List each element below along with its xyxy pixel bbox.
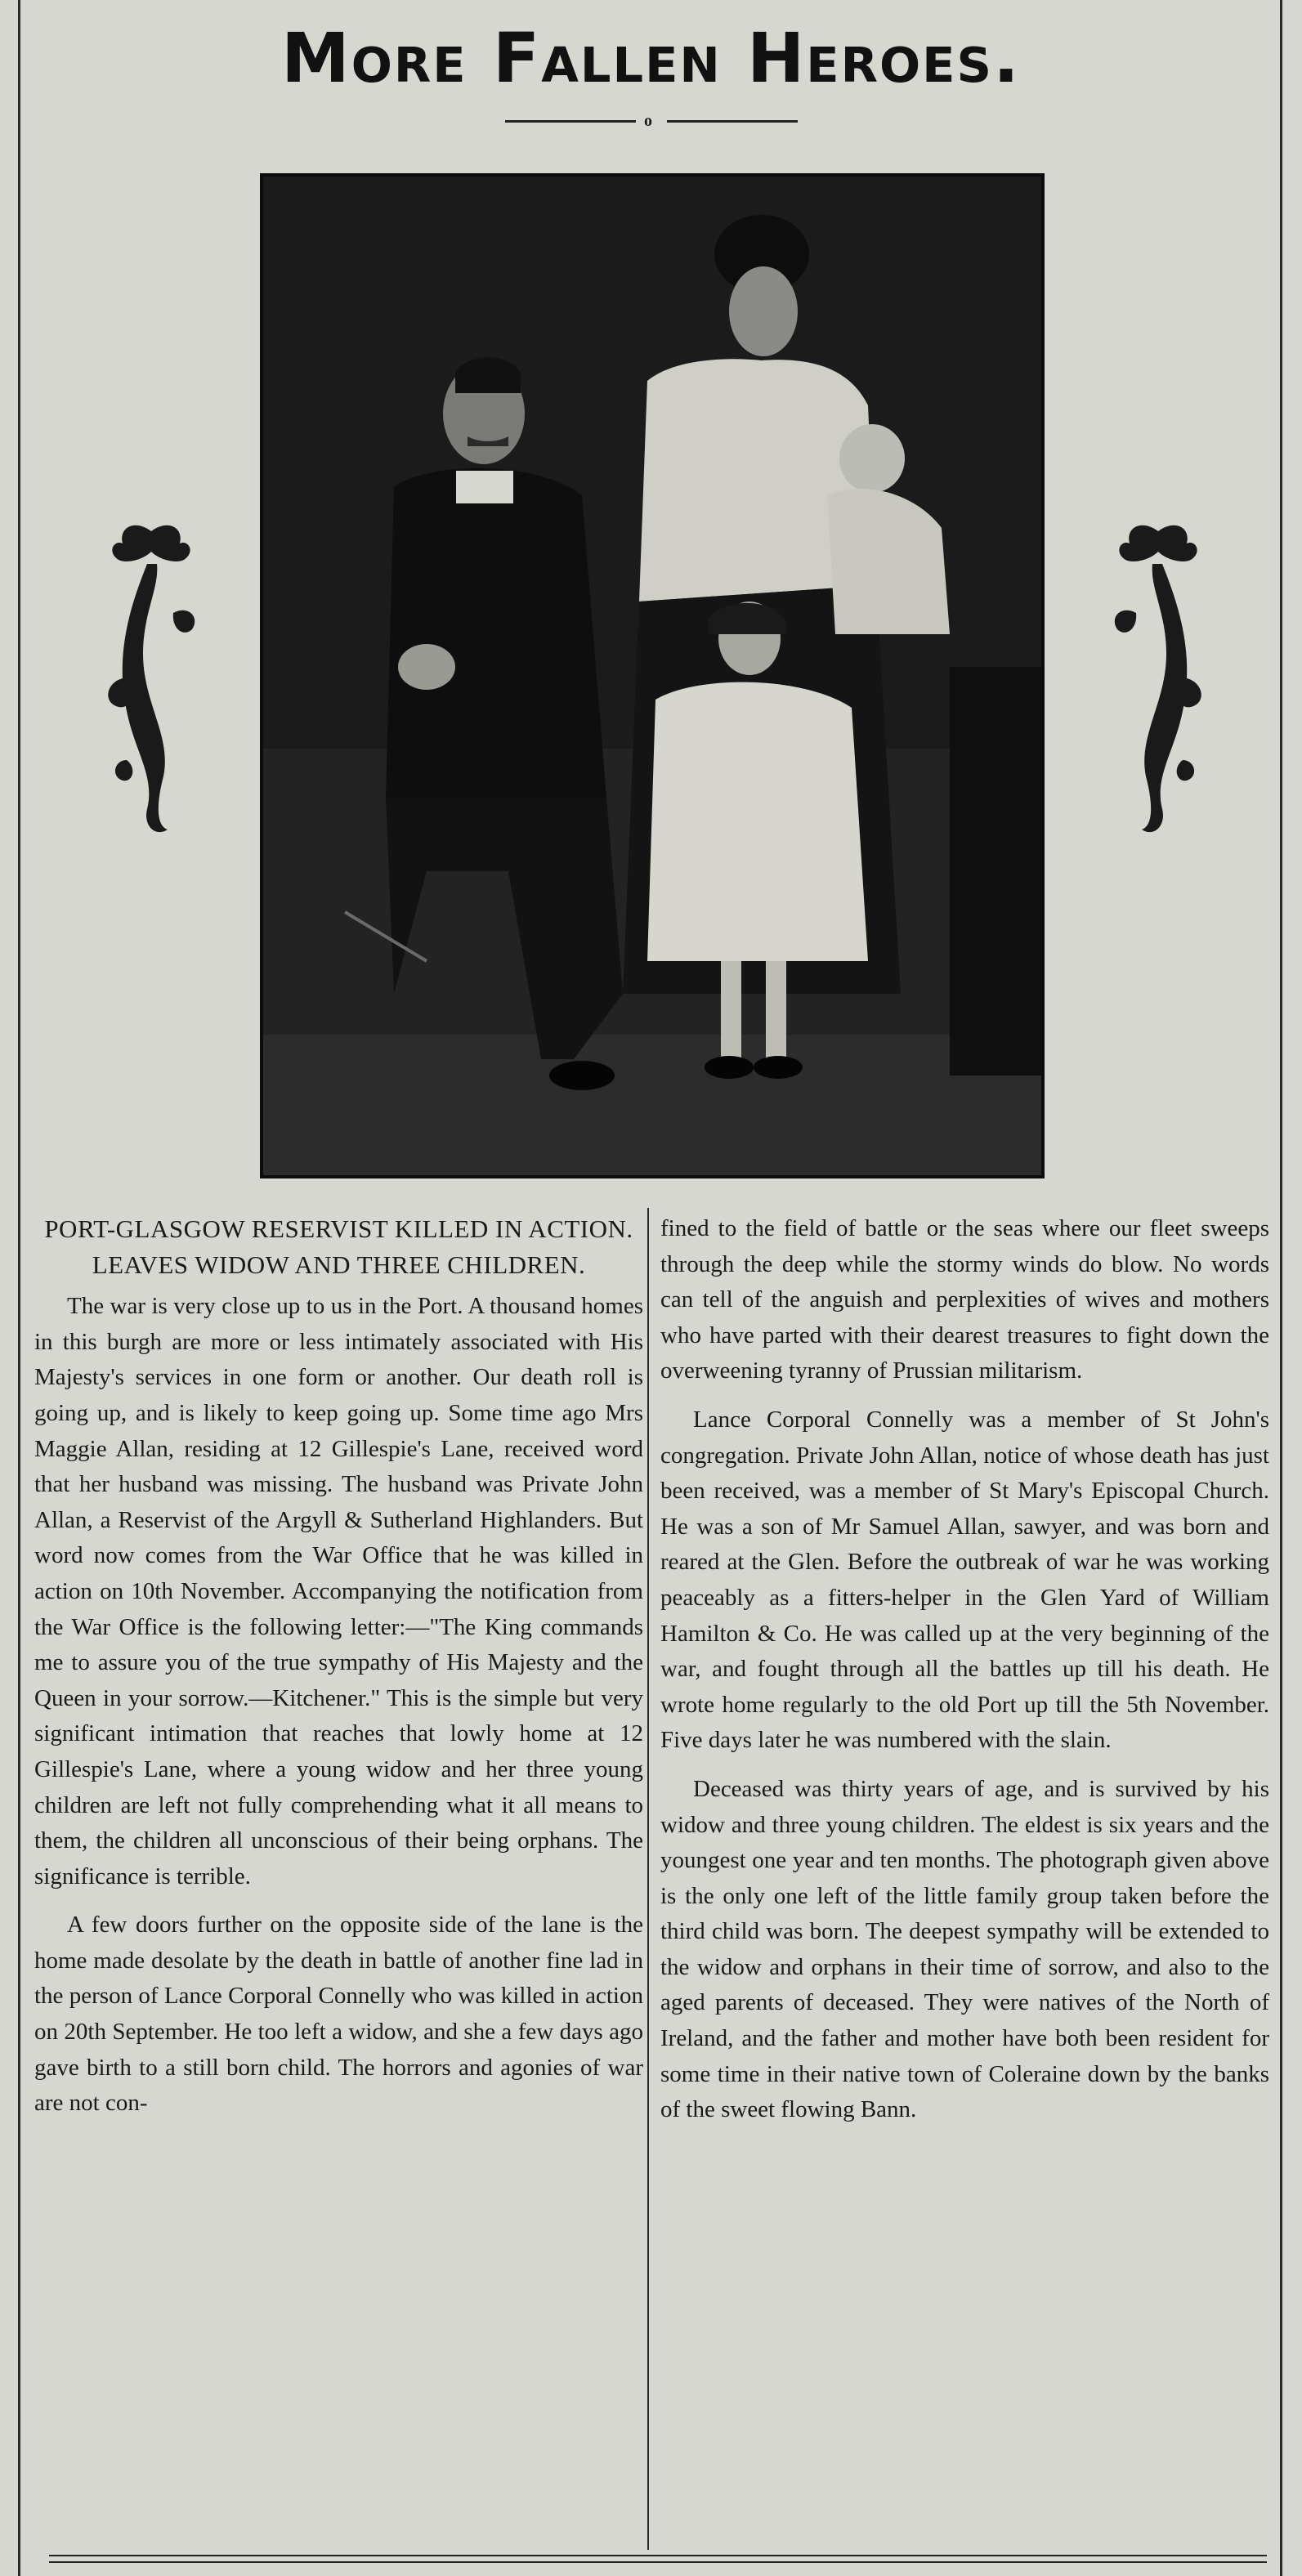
article-column-left <box>34 1211 643 2122</box>
article-paragraph: Lance Corporal Connelly was a member of St John's congregation. Private John Allan, notice of whose death has just been received, was a member of St Mary's Episcopal Church. He was a son of Mr Samuel Allan, sawyer, and was born and reared at the Glen. Before the outbreak of war he was working peaceably as a fitters-helper in the Glen Yard of William Hamilton & Co. He was called up at the very beginning of the war, and fought through all the battles up till his death. He wrote home regularly to the old Port up till the 5th November. Five days later he was numbered with the slain. <box>660 1406 1269 1754</box>
floral-flourish-left-icon <box>98 515 204 842</box>
article-paragraph: A few doors further on the opposite side of the lane is the home made desolate by the death in battle of another fine lad in the person of Lance Corporal Connelly who was killed in action on 20th September. He too left a widow, and she a few days ago gave birth to a still born child. The horrors and agonies of war are not con- <box>34 1912 643 2117</box>
headline-ornament <box>505 111 798 131</box>
ornament-rule-left <box>505 120 636 123</box>
article-paragraph: fined to the field of battle or the seas where our fleet sweeps through the deep while the stormy winds do blow. No words can tell of the anguish and perplexities of wives and mothers who have parted with their dearest treasures to fight down the overweening tyranny of Prussian militarism. <box>660 1215 1269 1384</box>
article-column-right <box>660 1211 1269 2128</box>
floral-flourish-right-icon <box>1105 515 1211 842</box>
page-left-border <box>18 0 20 2576</box>
ornament-rule-right <box>667 120 798 123</box>
bottom-double-rule <box>49 2555 1267 2563</box>
headline: More Fallen Heroes. <box>281 18 1021 98</box>
column-divider <box>647 1208 649 2550</box>
family-portrait-photo <box>260 173 1045 1178</box>
subhead-leaves-widow: LEAVES WIDOW AND THREE CHILDREN. <box>92 1250 586 1279</box>
subhead-reservist-killed: PORT-GLASGOW RESERVIST KILLED IN ACTION. <box>44 1214 633 1243</box>
page-right-border <box>1280 0 1282 2576</box>
ornament-circle: o <box>644 112 652 130</box>
article-paragraph: The war is very close up to us in the Port. A thousand homes in this burgh are more or less intimately associated with His Majesty's services in one form or another. Our death roll is going up, and is likely to keep going up. Some time ago Mrs Maggie Allan, residing at 12 Gillespie's Lane, received word that her husband was missing. The husband was Private John Allan, a Reservist of the Argyll & Sutherland Highlanders. But word now comes from the War Office that he was killed in action on 10th November. Accompanying the notification from the War Office is the following letter:—"The King commands me to assure you of the true sympathy of His Majesty and the Queen in your sorrow.—Kitchener." This is the simple but very significant intimation that reaches that lowly home at 12 Gillespie's Lane, where a young widow and her three young children are left not fully comprehending what it all means to them, the children all unconscious of their being orphans. The significance is terrible. <box>34 1293 643 1890</box>
family-portrait-image <box>263 177 1041 1175</box>
article-paragraph: Deceased was thirty years of age, and is survived by his widow and three young children. The eldest is six years and the youngest one year and ten months. The photograph given above is the only one left of the little family group taken before the third child was born. The deepest sympathy will be extended to the widow and orphans in their time of sorrow, and also to the aged parents of deceased. They were natives of the North of Ireland, and the father and mother have both been resident for some time in their native town of Coleraine down by the banks of the sweet flowing Bann. <box>660 1775 1269 2123</box>
